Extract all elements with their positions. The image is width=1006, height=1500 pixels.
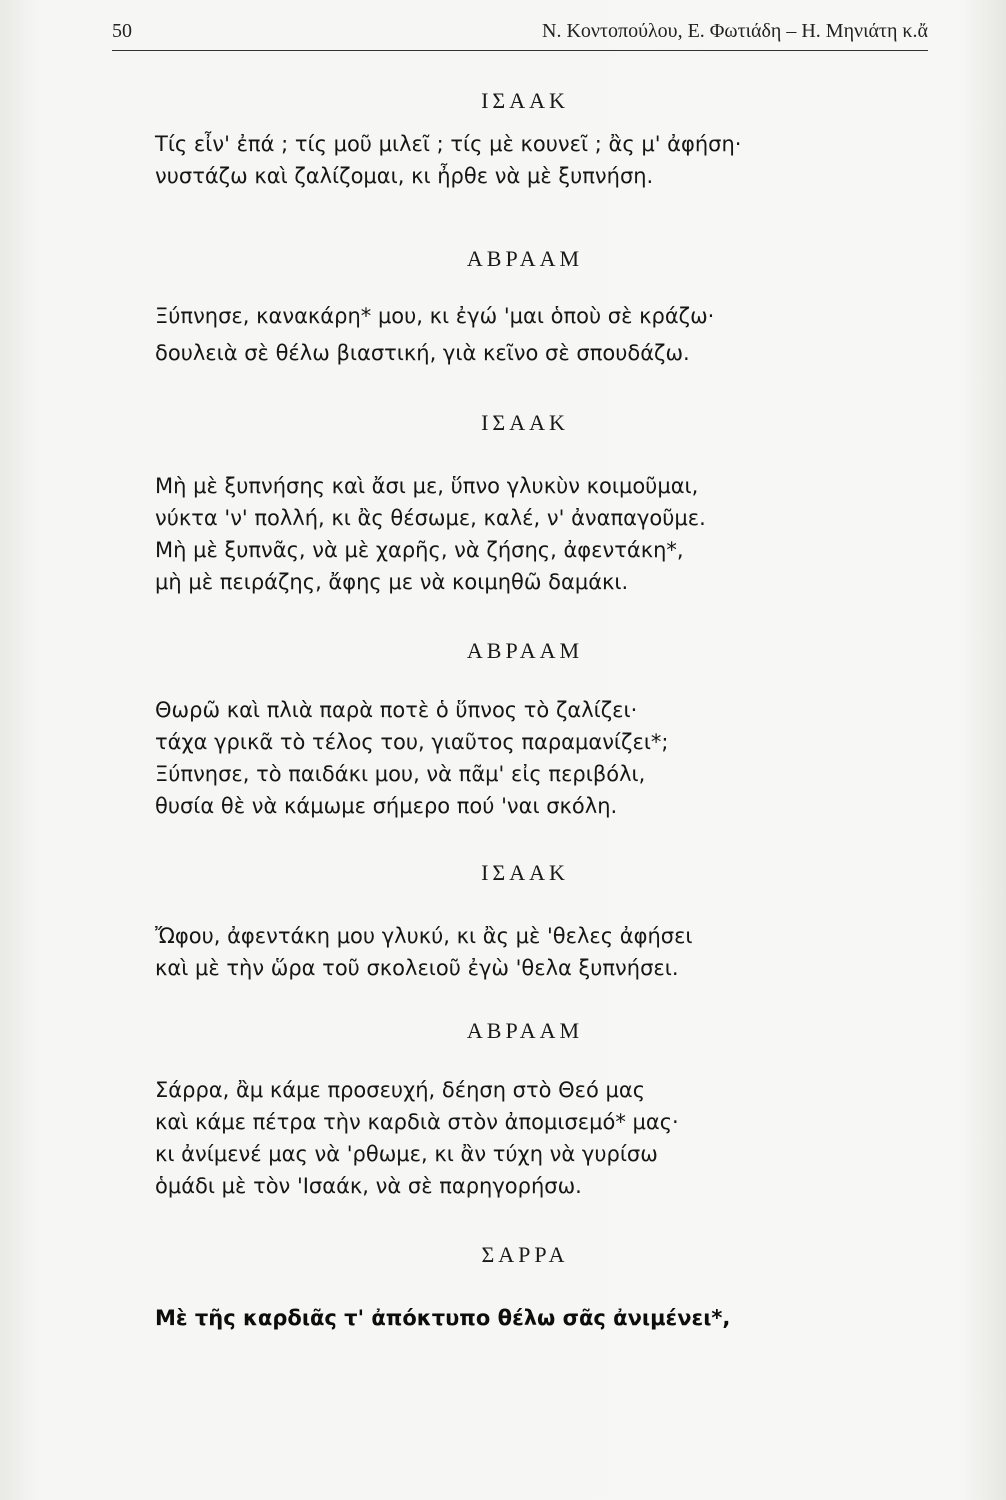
verse-line: καὶ μὲ τὴν ὥρα τοῦ σκολειοῦ ἐγὼ 'θελα ξυπνήσει. [155, 956, 679, 980]
verse-line: μὴ μὲ πειράζης, ἄφης με νὰ κοιμηθῶ δαμάκι. [155, 570, 629, 594]
speaker-heading: ΣΑΡΡΑ [481, 1242, 569, 1267]
verse-line: ὁμάδι μὲ τὸν 'Ισαάκ, νὰ σὲ παρηγορήσω. [155, 1174, 582, 1198]
verse-block [155, 694, 895, 822]
verse-line: νυστάζω καὶ ζαλίζομαι, κι ἦρθε νὰ μὲ ξυπνήση. [155, 164, 654, 188]
verse-block [155, 1074, 895, 1202]
verse-line: καὶ κάμε πέτρα τὴν καρδιὰ στὸν ἀπομισεμό* μας· [155, 1110, 679, 1134]
verse-line: Τίς εἶν' ἐπά ; τίς μοῦ μιλεῖ ; τίς μὲ κουνεῖ ; ἂς μ' ἀφήση· [155, 132, 742, 156]
verse-line: νύκτα 'ν' πολλή, κι ἂς θέσωμε, καλέ, ν' ἀναπαγοῦμε. [155, 506, 706, 530]
verse-line: κι ἀνίμενέ μας νὰ 'ρθωμε, κι ἂν τύχη νὰ γυρίσω [155, 1142, 658, 1166]
speaker-heading: ΑΒΡΑΑΜ [466, 1018, 584, 1043]
verse-line: Ὤφου, ἀφεντάκη μου γλυκύ, κι ἂς μὲ 'θελες ἀφήσει [155, 924, 693, 948]
verse-line: θυσία θὲ νὰ κάμωμε σήμερο πού 'ναι σκόλη. [155, 794, 618, 818]
verse-line: Μὴ μὲ ξυπνήσης καὶ ἄσι με, ὕπνο γλυκὺν κοιμοῦμαι, [155, 474, 699, 498]
verse-line: Σάρρα, ἂμ κάμε προσευχή, δέηση στὸ Θεό μας [155, 1078, 646, 1102]
verse-line: Μὴ μὲ ξυπνᾶς, νὰ μὲ χαρῆς, νὰ ζήσης, ἀφεντάκη*, [155, 538, 684, 562]
verse-block [155, 1302, 895, 1334]
verse-line: Ξύπνησε, κανακάρη* μου, κι ἐγώ 'μαι ὁποὺ σὲ κράζω· [155, 304, 715, 328]
verse-block [155, 296, 895, 370]
page-header [112, 14, 928, 48]
verse-line: Ξύπνησε, τὸ παιδάκι μου, νὰ πᾶμ' εἰς περιβόλι, [155, 762, 646, 786]
verse-line: τάχα γρικᾶ τὸ τέλος του, γιαῦτος παραμανίζει*; [155, 730, 669, 754]
speaker-heading: ΙΣΑΑΚ [481, 860, 569, 885]
speaker-heading: ΙΣΑΑΚ [481, 410, 569, 435]
verse-block [155, 920, 895, 984]
header-rule [112, 50, 928, 51]
speaker-heading: ΑΒΡΑΑΜ [466, 246, 584, 271]
verse-block [155, 128, 895, 192]
verse-line: δουλειὰ σὲ θέλω βιαστική, γιὰ κεῖνο σὲ σπουδάζω. [155, 341, 690, 365]
running-head: Ν. Κοντοπούλου, Ε. Φωτιάδη – Η. Μηνιάτη κ.ἄ [542, 20, 928, 42]
verse-line: Θωρῶ καὶ πλιὰ παρὰ ποτὲ ὁ ὕπνος τὸ ζαλίζει· [155, 698, 638, 722]
verse-line: Μὲ τῆς καρδιᾶς τ' ἀπόκτυπο θέλω σᾶς ἀνιμένει*, [155, 1306, 731, 1330]
verse-block [155, 470, 895, 598]
speaker-heading: ΙΣΑΑΚ [481, 88, 569, 113]
speaker-heading: ΑΒΡΑΑΜ [466, 638, 584, 663]
page-number: 50 [112, 20, 132, 42]
